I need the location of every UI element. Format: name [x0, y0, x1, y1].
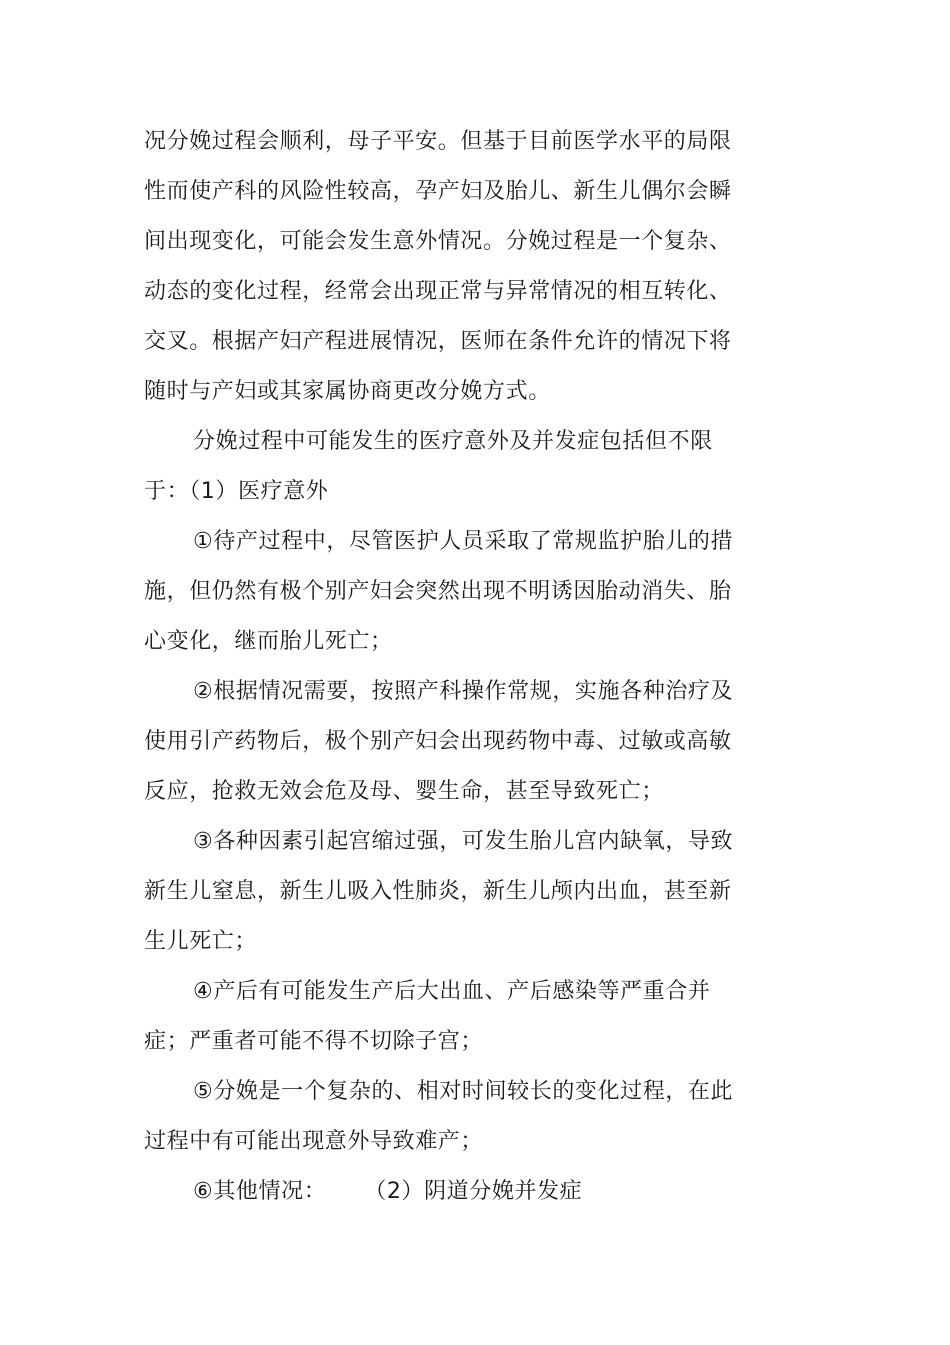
text-line: 过程中有可能出现意外导致难产；: [144, 1129, 484, 1154]
text-line: 交叉。根据产妇产程进展情况，医师在条件允许的情况下将: [144, 329, 732, 354]
text-line: 新生儿窒息，新生儿吸入性肺炎，新生儿颅内出血，甚至新: [144, 879, 732, 904]
text-line: 反应，抢救无效会危及母、婴生命，甚至导致死亡；: [144, 779, 664, 804]
text-line: 况分娩过程会顺利，母子平安。但基于目前医学水平的局限: [144, 129, 732, 154]
text-line: 施，但仍然有极个别产妇会突然出现不明诱因胎动消失、胎: [144, 579, 732, 604]
text-line: 心变化，继而胎儿死亡；: [144, 629, 393, 654]
text-line: 症；严重者可能不得不切除子宫；: [144, 1029, 484, 1054]
list-item-4-line: ④产后有可能发生产后大出血、产后感染等严重合并: [193, 979, 711, 1004]
text-line: 间出现变化，可能会发生意外情况。分娩过程是一个复杂、: [144, 229, 732, 254]
list-item-3-line: ③各种因素引起宫缩过强，可发生胎儿宫内缺氧，导致: [193, 829, 734, 854]
list-item-1-line: ①待产过程中，尽管医护人员采取了常规监护胎儿的措: [193, 529, 734, 554]
paragraph-start-line: 分娩过程中可能发生的医疗意外及并发症包括但不限: [193, 429, 713, 454]
text-line: 随时与产妇或其家属协商更改分娩方式。: [144, 379, 551, 404]
text-line: 性而使产科的风险性较高，孕产妇及胎儿、新生儿偶尔会瞬: [144, 179, 732, 204]
list-item-6-line: ⑥其他情况： （2）阴道分娩并发症: [193, 1179, 583, 1204]
text-line: 使用引产药物后，极个别产妇会出现药物中毒、过敏或高敏: [144, 729, 732, 754]
text-line: 动态的变化过程，经常会出现正常与异常情况的相互转化、: [144, 279, 732, 304]
text-line: 生儿死亡；: [144, 929, 258, 954]
list-item-2-line: ②根据情况需要，按照产科操作常规，实施各种治疗及: [193, 679, 734, 704]
list-item-5-line: ⑤分娩是一个复杂的、相对时间较长的变化过程，在此: [193, 1079, 734, 1104]
text-line: 于：（1）医疗意外: [144, 479, 329, 504]
